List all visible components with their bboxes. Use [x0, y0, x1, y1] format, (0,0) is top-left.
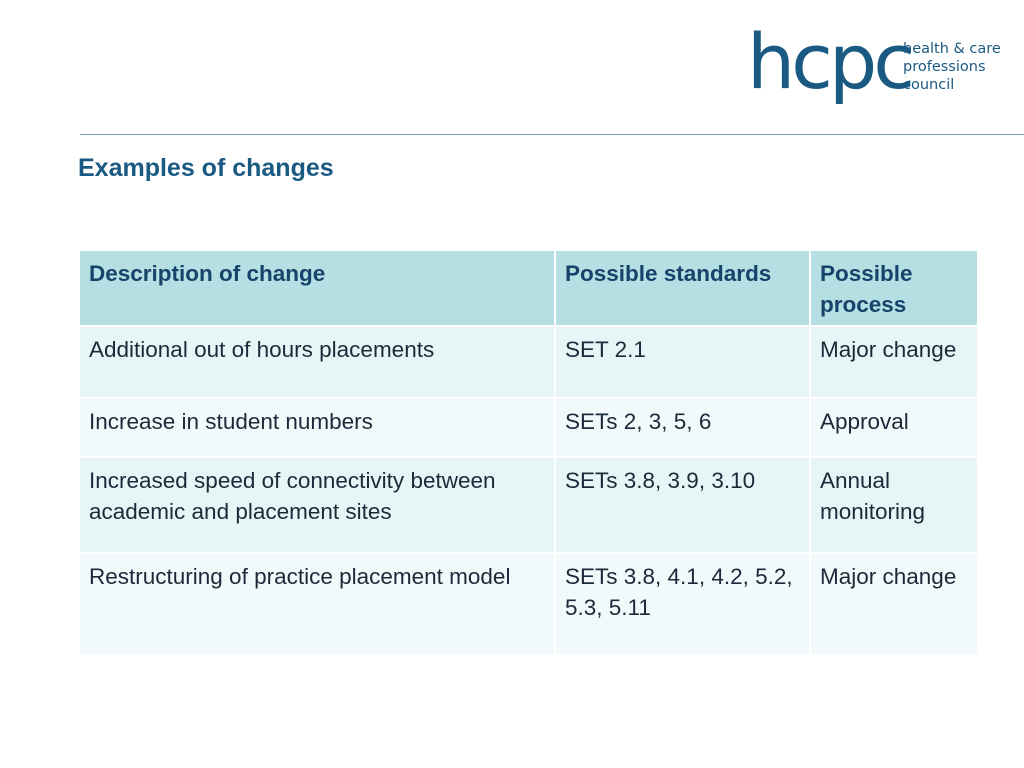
cell-process: Major change	[810, 553, 978, 655]
logo-text	[903, 40, 1001, 94]
cell-description: Additional out of hours placements	[79, 326, 555, 398]
table-row	[79, 457, 978, 553]
cell-description: Restructuring of practice placement model	[79, 553, 555, 655]
table-header-row	[79, 250, 978, 326]
changes-table	[78, 249, 979, 656]
header-description: Description of change	[79, 250, 555, 326]
cell-process: Major change	[810, 326, 978, 398]
header-divider	[80, 134, 1024, 135]
cell-description: Increased speed of connectivity between academic and placement sites	[79, 457, 555, 553]
table-row	[79, 326, 978, 398]
cell-description: Increase in student numbers	[79, 398, 555, 457]
page-title: Examples of changes	[78, 154, 334, 182]
cell-process: Annual monitoring	[810, 457, 978, 553]
logo-line-3: council	[903, 77, 955, 93]
table-row	[79, 553, 978, 655]
table-row	[79, 398, 978, 457]
logo-line-1: health & care	[903, 41, 1001, 57]
cell-process: Approval	[810, 398, 978, 457]
cell-standards: SET 2.1	[555, 326, 810, 398]
cell-standards: SETs 3.8, 3.9, 3.10	[555, 457, 810, 553]
logo-line-2: professions	[903, 59, 986, 75]
logo-mark: hcpc	[747, 17, 911, 106]
header-standards: Possible standards	[555, 250, 810, 326]
cell-standards: SETs 2, 3, 5, 6	[555, 398, 810, 457]
cell-standards: SETs 3.8, 4.1, 4.2, 5.2, 5.3, 5.11	[555, 553, 810, 655]
header-process: Possible process	[810, 250, 978, 326]
